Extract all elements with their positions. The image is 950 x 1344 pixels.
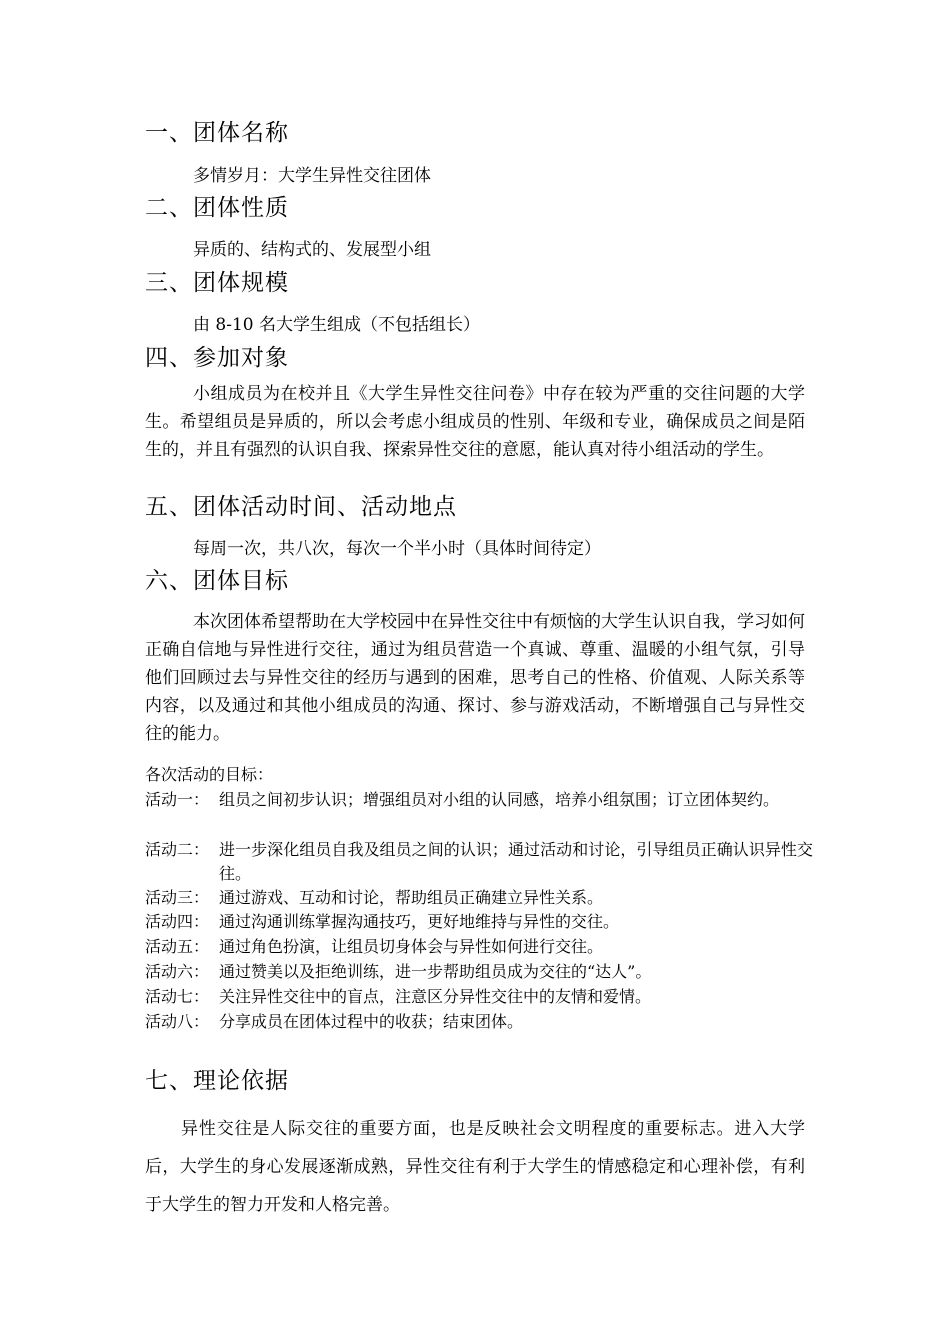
activity-text: 组员之间初步认识；增强组员对小组的认同感，培养小组氛围；订立团体契约。 — [219, 790, 780, 809]
section-1-body: 多情岁月：大学生异性交往团体 — [193, 166, 431, 186]
activity-item — [145, 838, 813, 886]
activity-item — [145, 960, 813, 984]
activity-text: 通过赞美以及拒绝训练，进一步帮助组员成为交往的“达人”。 — [219, 962, 652, 981]
activity-label: 活动三： — [145, 888, 210, 907]
section-2-heading: 二、团体性质 — [145, 195, 289, 221]
activity-item — [145, 910, 813, 934]
section-2-body: 异质的、结构式的、发展型小组 — [193, 240, 431, 260]
activity-text: 进一步深化组员自我及组员之间的认识；通过活动和讨论，引导组员正确认识异性交往。 — [219, 840, 813, 883]
section-5-body: 每周一次，共八次，每次一个半小时（具体时间待定） — [193, 539, 601, 559]
activity-text: 关注异性交往中的盲点，注意区分异性交往中的友情和爱情。 — [219, 987, 652, 1006]
section-1-heading: 一、团体名称 — [145, 120, 289, 146]
section-4-heading: 四、参加对象 — [145, 345, 289, 371]
section-3-heading: 三、团体规模 — [145, 270, 289, 296]
section-4-body: 小组成员为在校并且《大学生异性交往问卷》中存在较为严重的交往问题的大学生。希望组员是异质的，所以会考虑小组成员的性别、年级和专业，确保成员之间是陌生的，并且有强烈的认识自我、探索异性交往的意愿，能认真对待小组活动的学生。 — [145, 384, 805, 460]
activity-item — [145, 788, 813, 812]
activity-label: 活动六： — [145, 962, 210, 981]
activity-item — [145, 1010, 813, 1034]
activity-text: 通过沟通训练掌握沟通技巧，更好地维持与异性的交往。 — [219, 912, 620, 931]
activity-label: 活动八： — [145, 1012, 210, 1031]
activity-label: 活动五： — [145, 937, 210, 956]
section-5-heading: 五、团体活动时间、活动地点 — [145, 494, 457, 520]
activity-item — [145, 886, 813, 910]
activity-label: 活动四： — [145, 912, 210, 931]
section-6-body: 本次团体希望帮助在大学校园中在异性交往中有烦恼的大学生认识自我，学习如何正确自信地与异性进行交往，通过为组员营造一个真诚、尊重、温暖的小组气氛，引导他们回顾过去与异性交往的经历与遇到的困难，思考自己的性格、价值观、人际关系等内容，以及通过和其他小组成员的沟通、探讨、参与游戏活动，不断增强自己与异性交往的能力。 — [145, 612, 805, 744]
section-6-heading: 六、团体目标 — [145, 568, 289, 594]
activity-label: 活动二： — [145, 840, 210, 859]
activity-item — [145, 985, 813, 1009]
activity-text: 分享成员在团体过程中的收获；结束团体。 — [219, 1012, 524, 1031]
activity-text: 通过角色扮演，让组员切身体会与异性如何进行交往。 — [219, 937, 604, 956]
goals-intro: 各次活动的目标： — [145, 765, 274, 784]
section-3-body: 由 8-10 名大学生组成（不包括组长） — [193, 315, 480, 335]
activity-label: 活动七： — [145, 987, 210, 1006]
section-7-body: 异性交往是人际交往的重要方面，也是反映社会文明程度的重要标志。进入大学后，大学生的身心发展逐渐成熟，异性交往有利于大学生的情感稳定和心理补偿，有利于大学生的智力开发和人格完善。 — [145, 1119, 805, 1215]
activity-label: 活动一： — [145, 790, 210, 809]
section-7-heading: 七、理论依据 — [145, 1068, 289, 1094]
activity-item — [145, 935, 813, 959]
activity-text: 通过游戏、互动和讨论，帮助组员正确建立异性关系。 — [219, 888, 604, 907]
